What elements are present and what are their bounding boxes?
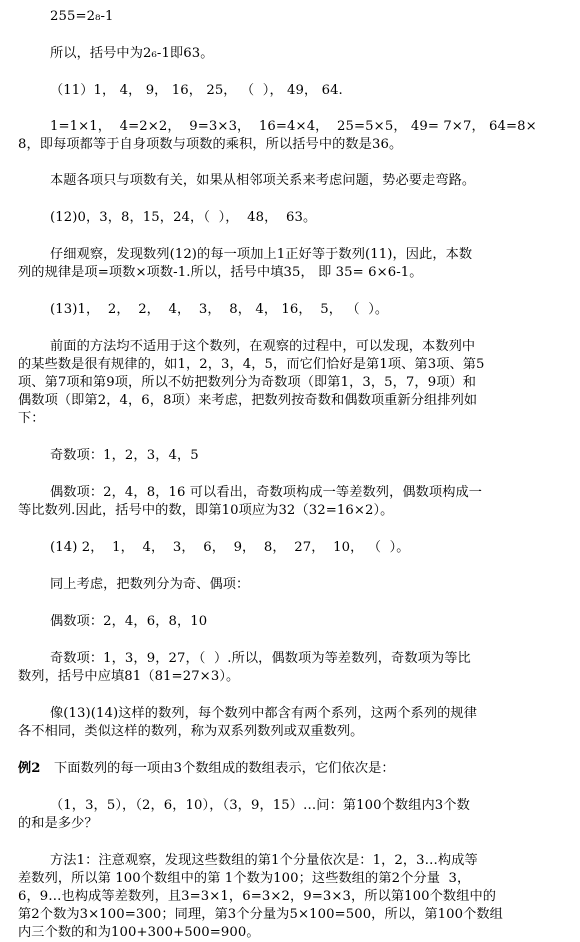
text-line xyxy=(50,246,472,264)
text-line-content: 第2个数为3×100=300；同理，第3个分量为5×100=500，所以，第100个数组 xyxy=(18,907,503,922)
text-line-content: 同上考虑，把数列分为奇、偶项： xyxy=(50,577,250,592)
text-line xyxy=(18,374,476,392)
text-line-content: 差数列，所以第 100个数组中的第 1个数为100；这些数组的第2个分量 3， xyxy=(18,871,471,886)
text-line xyxy=(18,136,402,154)
text-line-content: 本题各项只与项数有关，如果从相邻项关系来考虑问题，势必要走弯路。 xyxy=(50,173,476,188)
text-line xyxy=(50,613,207,631)
text-line-content: 奇数项：1，2，3，4，5 xyxy=(50,448,199,463)
text-line xyxy=(50,852,478,870)
text-line xyxy=(50,484,482,502)
text-line xyxy=(50,797,470,815)
text-line xyxy=(50,447,199,465)
text-line xyxy=(50,576,249,594)
text-line-content: 数列，括号中应填81（81=27×3）。 xyxy=(18,669,240,684)
text-line xyxy=(50,539,410,557)
example-label: 例2 xyxy=(18,761,41,776)
text-line-content: 255=2₈-1 xyxy=(50,9,114,24)
text-line-content: 1=1×1， 4=2×2， 9=3×3， 16=4×4， 25=5×5， 49= 7×7， 64=8× xyxy=(50,119,537,134)
text-line xyxy=(18,924,260,942)
text-line-content: 8，即每项都等于自身项数与项数的乘积，所以括号中的数是36。 xyxy=(18,137,403,152)
text-line-content: 奇数项：1，3，9，27，（ ）.所以，偶数项为等差数列，奇数项为等比 xyxy=(50,651,471,666)
text-line xyxy=(18,264,423,282)
text-line xyxy=(18,668,239,686)
text-line-content: (14) 2， 1， 4， 3， 6， 9， 8， 27， 10， （ ）。 xyxy=(50,540,410,555)
text-line xyxy=(18,815,98,833)
text-line-content: 等比数列.因此，括号中的数，即第10项应为32（32=16×2）。 xyxy=(18,503,394,518)
text-line-content: （1，3，5），（2，6，10），（3，9，15）…问：第100个数组内3个数 xyxy=(50,798,470,813)
text-line xyxy=(18,888,496,906)
text-line xyxy=(18,870,470,888)
text-line xyxy=(50,209,316,227)
text-line xyxy=(50,82,343,100)
text-line-content: (13)1， 2， 2， 4， 3， 8， 4， 16， 5， （ ）。 xyxy=(50,302,389,317)
text-line-content: 的某些数是很有规律的，如1，2，3，4，5，而它们恰好是第1项、第3项、第5 xyxy=(18,357,485,372)
text-line-content: 各不相同，类似这样的数列，称为双系列数列或双重数列。 xyxy=(18,724,364,739)
text-line-content: 项、第7项和第9项，所以不妨把数列分为奇数项（即第1，3，5，7，9项）和 xyxy=(18,375,477,390)
text-line-content: 下面数列的每一项由3个数组成的数组表示，它们依次是： xyxy=(54,761,395,776)
text-line-content: （11）1， 4， 9， 16， 25， （ ）， 49， 64. xyxy=(50,83,343,98)
text-line-content: 偶数项：2，4，8，16 可以看出，奇数项构成一等差数列，偶数项构成一 xyxy=(50,485,483,500)
text-line-content: 内三个数的和为100+300+500=900。 xyxy=(18,925,260,940)
text-line-content: 像(13)(14)这样的数列，每个数列中都含有两个系列，这两个系列的规律 xyxy=(50,706,477,721)
text-line xyxy=(50,118,537,136)
text-line-content: 偶数项（即第2，4，6，8项）来考虑，把数列按奇数和偶数项重新分组排列如 xyxy=(18,393,478,408)
text-line xyxy=(50,650,471,668)
text-line xyxy=(18,723,363,741)
text-line xyxy=(18,356,485,374)
text-line xyxy=(50,45,214,63)
text-line xyxy=(18,502,393,520)
text-line-content: 下： xyxy=(18,411,45,426)
text-line-content: 所以，括号中为2₆-1即63。 xyxy=(50,46,214,61)
text-line-content: 方法1：注意观察，发现这些数组的第1个分量依次是：1，2，3…构成等 xyxy=(50,853,478,868)
text-line xyxy=(50,8,114,26)
text-line xyxy=(50,705,477,723)
text-line xyxy=(50,338,475,356)
text-line xyxy=(18,392,477,410)
text-line-content: 前面的方法均不适用于这个数列，在观察的过程中，可以发现，本数列中 xyxy=(50,339,476,354)
text-line xyxy=(18,906,503,924)
text-line-content: 列的规律是项=项数×项数-1.所以，括号中填35， 即 35= 6×6-1。 xyxy=(18,265,423,280)
text-line-content: 偶数项：2，4，6，8，10 xyxy=(50,614,208,629)
text-line-content: 6，9…也构成等差数列，且3=3×1，6=3×2，9=3×3，所以第100个数组中的 xyxy=(18,889,497,904)
text-line xyxy=(50,172,475,190)
text-line xyxy=(50,301,388,319)
text-line-content: (12)0，3，8，15，24，（ ）， 48， 63。 xyxy=(50,210,317,225)
text-line-content: 的和是多少？ xyxy=(18,816,98,831)
text-line-content: 仔细观察，发现数列(12)的每一项加上1正好等于数列(11)，因此，本数 xyxy=(50,247,473,262)
text-line xyxy=(18,410,45,428)
text-line xyxy=(18,760,395,778)
